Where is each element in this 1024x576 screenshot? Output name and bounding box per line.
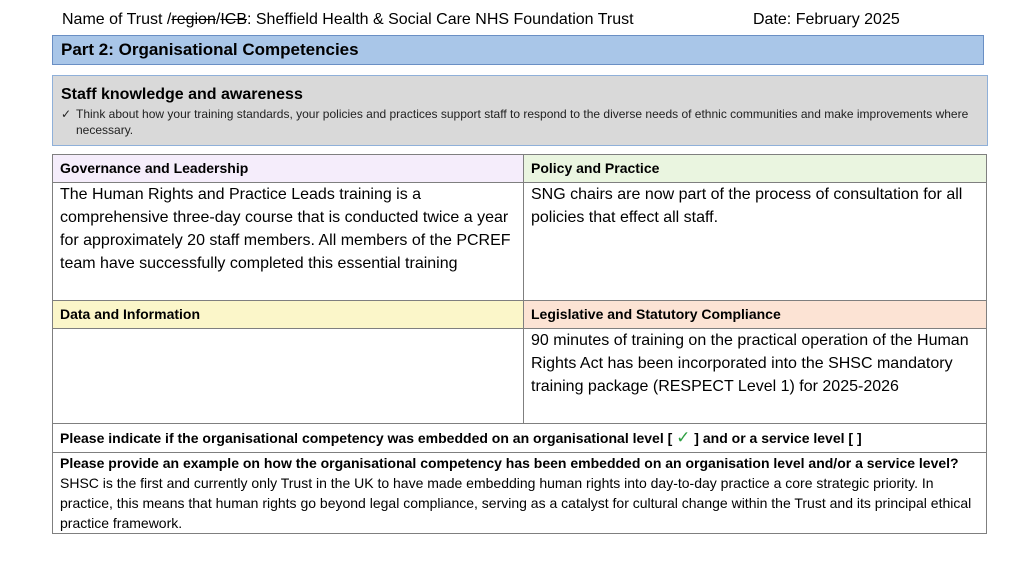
- guidance-text: Think about how your training standards, your policies and practices support staff to respond to the diverse needs of ethnic communities and make improvements where necessary.: [76, 107, 969, 137]
- example-answer: SHSC is the first and currently only Trust in the UK to have made embedding human rights into day-to-day practice a core strategic priority. In practice, this means that human rights go beyond legal compliance, serving as a catalyst for cultural change within the Trust and its principal ethical practice framework.: [60, 475, 972, 531]
- trust-label: Name of Trust /: [62, 11, 172, 28]
- legislative-text: 90 minutes of training on the practical operation of the Human Rights Act has been incorporated into the SHSC mandatory training package (RESPECT Level 1) for 2025-2026: [524, 329, 987, 424]
- document-header: [62, 11, 962, 33]
- competency-grid: [52, 154, 987, 534]
- staff-knowledge-guidance: [61, 106, 979, 138]
- policy-text: SNG chairs are now part of the process of consultation for all policies that effect all staff.: [524, 183, 987, 301]
- embedded-service-level: ] and or a service level [ ]: [690, 430, 862, 446]
- struck-icb: ICB: [220, 11, 247, 28]
- governance-header: Governance and Leadership: [53, 155, 524, 183]
- part-title: Part 2: Organisational Competencies: [52, 35, 984, 65]
- checkmark-icon: ✓: [676, 428, 691, 447]
- legislative-header: Legislative and Statutory Compliance: [524, 301, 987, 329]
- policy-header: Policy and Practice: [524, 155, 987, 183]
- embedded-level-row: [53, 424, 987, 453]
- data-information-text: [53, 329, 524, 424]
- struck-region: region: [171, 11, 216, 28]
- example-question: Please provide an example on how the organisational competency has been embedded on an organisation level and/or a service level?: [60, 455, 959, 471]
- trust-name: : Sheffield Health & Social Care NHS Foundation Trust: [246, 11, 634, 28]
- checkmark-icon: ✓: [61, 107, 72, 121]
- document-date: Date: February 2025: [753, 11, 900, 28]
- separator: /: [215, 11, 221, 28]
- staff-knowledge-title: Staff knowledge and awareness: [61, 86, 303, 103]
- example-cell: [53, 453, 987, 534]
- staff-knowledge-box: [52, 75, 988, 146]
- embedded-question: Please indicate if the organisational competency was embedded on an organisational level [: [60, 430, 677, 446]
- governance-text: The Human Rights and Practice Leads training is a comprehensive three-day course that is conducted twice a year for approximately 20 staff members. All members of the PCREF team have successfully completed this essential training: [53, 183, 524, 301]
- data-information-header: Data and Information: [53, 301, 524, 329]
